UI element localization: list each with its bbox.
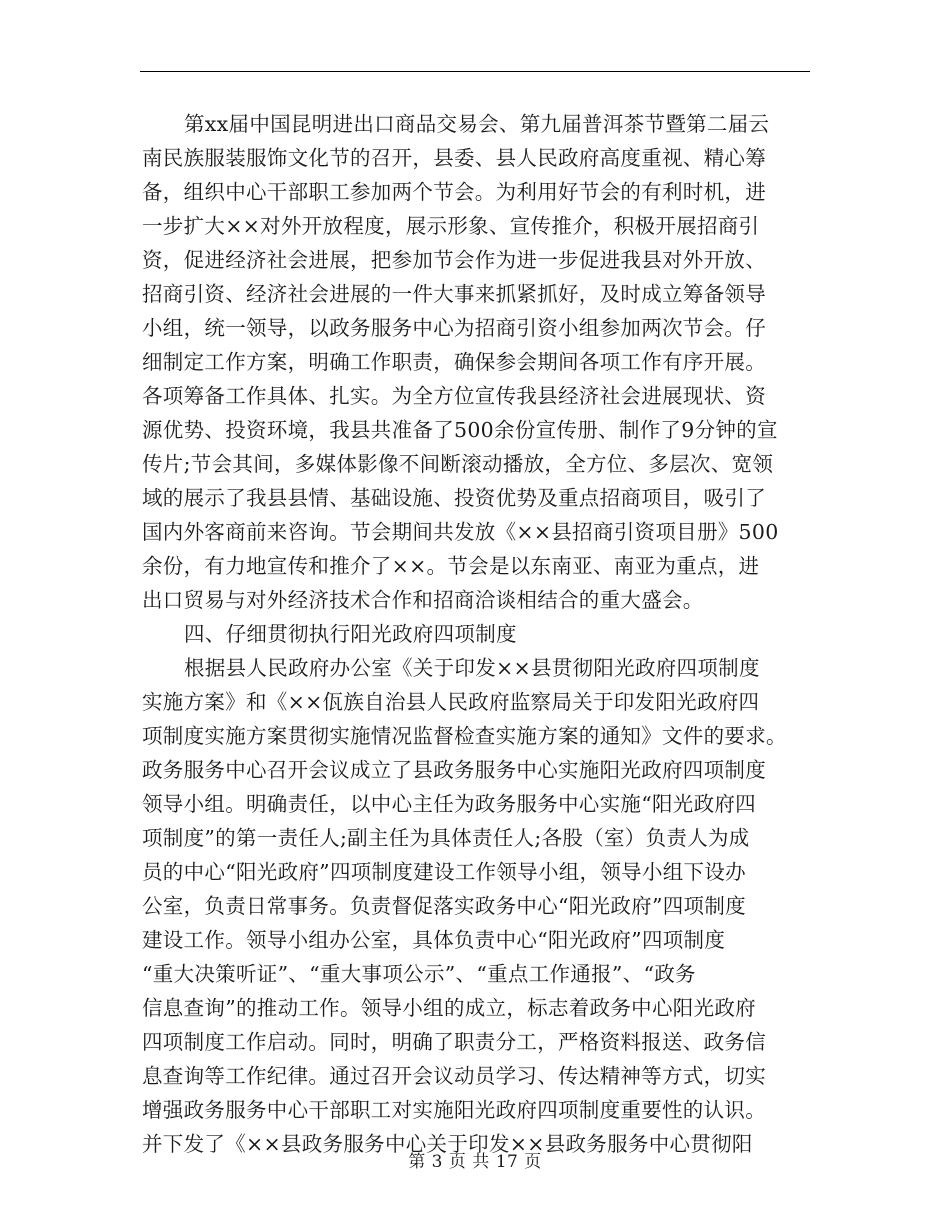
paragraph-line: 域的展示了我县县情、基础设施、投资优势及重点招商项目，吸引了 — [142, 486, 766, 510]
paragraph-line: 一步扩大××对外开放程度，展示形象、宣传推介，积极开展招商引 — [142, 214, 760, 238]
paragraph-line: 领导小组。明确责任，以中心主任为政务服务中心实施“阳光政府四 — [142, 792, 756, 816]
body-text — [142, 107, 810, 1161]
paragraph-line: 源优势、投资环境，我县共准备了500余份宣传册、制作了9分钟的宣 — [142, 418, 778, 442]
paragraph-line: 备，组织中心干部职工参加两个节会。为利用好节会的有利时机，进 — [142, 180, 766, 204]
page-footer: 第 3 页 共 17 页 — [408, 1152, 542, 1172]
paragraph-line: 招商引资、经济社会进展的一件大事来抓紧抓好，及时成立筹备领导 — [142, 282, 766, 306]
header-rule — [140, 71, 810, 72]
paragraph-line: 国内外客商前来咨询。节会期间共发放《××县招商引资项目册》500 — [142, 520, 779, 544]
paragraph-line: 息查询等工作纪律。通过召开会议动员学习、传达精神等方式，切实 — [142, 1064, 766, 1088]
paragraph-line: 传片;节会其间，多媒体影像不间断滚动播放，全方位、多层次、宽领 — [142, 452, 774, 476]
paragraph-line: 信息查询”的推动工作。领导小组的成立，标志着政务中心阳光政府 — [142, 996, 756, 1020]
paragraph-line: 政务服务中心召开会议成立了县政务服务中心实施阳光政府四项制度 — [142, 758, 766, 782]
section-heading: 四、仔细贯彻执行阳光政府四项制度 — [184, 622, 517, 646]
paragraph-line: “重大决策听证”、“重大事项公示”、“重点工作通报”、“政务 — [142, 962, 696, 986]
paragraph-line: 公室，负责日常事务。负责督促落实政务中心“阳光政府”四项制度 — [142, 894, 746, 918]
paragraph-line: 员的中心“阳光政府”四项制度建设工作领导小组，领导小组下设办 — [142, 860, 746, 884]
paragraph-line: 小组，统一领导，以政务服务中心为招商引资小组参加两次节会。仔 — [142, 316, 766, 340]
paragraph-line: 实施方案》和《××佤族自治县人民政府监察局关于印发阳光政府四 — [142, 690, 760, 714]
paragraph-line: 四项制度工作启动。同时，明确了职责分工，严格资料报送、政务信 — [142, 1030, 766, 1054]
paragraph-line: 建设工作。领导小组办公室，具体负责中心“阳光政府”四项制度 — [142, 928, 726, 952]
paragraph-line: 南民族服装服饰文化节的召开，县委、县人民政府高度重视、精心筹 — [142, 146, 766, 170]
paragraph-line: 并下发了《××县政务服务中心关于印发××县政务服务中心贯彻阳 — [142, 1132, 753, 1156]
paragraph-line: 第xx届中国昆明进出口商品交易会、第九届普洱茶节暨第二届云 — [184, 112, 770, 136]
paragraph-line: 余份，有力地宣传和推介了××。节会是以东南亚、南亚为重点，进 — [142, 554, 760, 578]
paragraph-line: 项制度实施方案贯彻实施情况监督检查实施方案的通知》文件的要求。 — [142, 724, 787, 748]
paragraph-line: 资，促进经济社会进展，把参加节会作为进一步促进我县对外开放、 — [142, 248, 766, 272]
paragraph-line: 出口贸易与对外经济技术合作和招商洽谈相结合的重大盛会。 — [142, 588, 704, 612]
paragraph-line: 增强政务服务中心干部职工对实施阳光政府四项制度重要性的认识。 — [142, 1098, 766, 1122]
paragraph-line: 各项筹备工作具体、扎实。为全方位宣传我县经济社会进展现状、资 — [142, 384, 766, 408]
paragraph-line: 根据县人民政府办公室《关于印发××县贯彻阳光政府四项制度 — [184, 656, 760, 680]
paragraph-line: 项制度”的第一责任人;副主任为具体责任人;各股（室）负责人为成 — [142, 826, 750, 850]
paragraph-line: 细制定工作方案，明确工作职责，确保参会期间各项工作有序开展。 — [142, 350, 766, 374]
